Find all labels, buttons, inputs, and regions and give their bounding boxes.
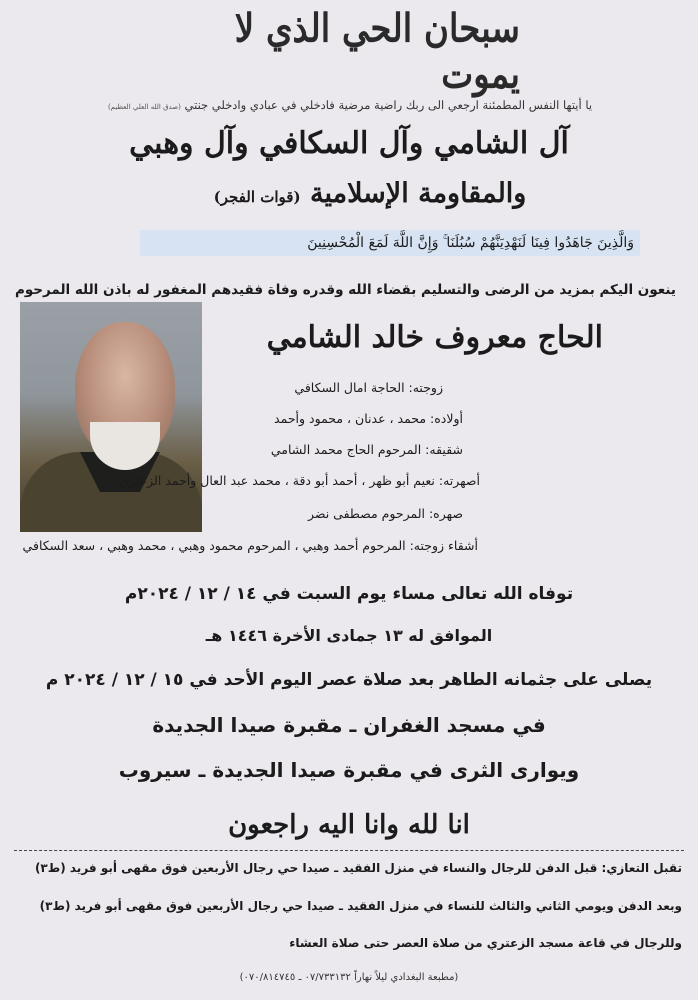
families-line-1: آل الشامي وآل السكافي وآل وهبي (129, 126, 569, 161)
burial-line: ويوارى الثرى في مقبرة صيدا الجديدة ـ سيروب (118, 758, 580, 782)
condolence-line-3: وللرجال في قاعة مسجد الزعتري من صلاة العصر حتى صلاة العشاء (289, 936, 682, 950)
divider (14, 850, 684, 851)
condolence-line-1: تقبل التعازي: قبل الدفن للرجال والنساء في منزل الفقيد ـ صيدا حي رجال الأربعين فوق مقهى أبو فريد (ط٣) (34, 861, 682, 875)
relative-sons-in-law: أصهرته: نعيم أبو ظهر ، أحمد أبو دقة ، محمد عبد العال وأحمد الزعتري (119, 473, 480, 488)
header-verse-text: يا أيتها النفس المطمئنة ارجعي الى ربك راضية مرضية فادخلي في عبادي وادخلي جنتي (184, 98, 593, 112)
relative-son-in-law: صهره: المرحوم مصطفى نضر (307, 506, 463, 521)
death-date-line: توفاه الله تعالى مساء يوم السبت في ١٤ / ١٢ / ٢٠٢٤م (124, 584, 574, 604)
relative-children: أولاده: محمد ، عدنان ، محمود وأحمد (274, 411, 463, 426)
header-verse-ref: (صدق الله العلي العظيم) (107, 103, 181, 111)
families-line-2 (150, 178, 590, 209)
relative-wife-siblings: أشقاء زوجته: المرحوم أحمد وهبي ، المرحوم محمود وهبي ، محمد وهبي ، سعد السكافي (22, 538, 478, 553)
deceased-name: الحاج معروف خالد الشامي (266, 320, 603, 355)
families-line-2-sub: (قوات الفجر) (213, 188, 301, 206)
header-calligraphy: سبحان الحي الذي لا يموت (234, 6, 520, 98)
condolence-line-2: وبعد الدفن ويومي الثاني والثالث للنساء في منزل الفقيد ـ صيدا حي رجال الأربعين فوق مقهى أبو فريد (ط٣) (39, 899, 682, 913)
families-line-2-text: والمقاومة الإسلامية (309, 178, 527, 209)
deceased-photo (20, 302, 202, 532)
closing-line: انا لله وانا اليه راجعون (228, 810, 470, 840)
hijri-date-line: الموافق له ١٣ جمادى الأخرة ١٤٤٦ هـ (205, 626, 493, 645)
printer-credit: (مطبعة البغدادي ليلاً نهاراً ٠٧/٧٣٣١٣٢ ـ ٠٧٠/٨١٤٧٤٥) (239, 972, 459, 983)
relative-brother: شقيقه: المرحوم الحاج محمد الشامي (270, 442, 463, 457)
mourning-line: ينعون اليكم بمزيد من الرضى والتسليم بقضاء الله وقدره وفاة فقيدهم المغفور له باذن الله المرحوم (14, 282, 676, 298)
prayer-line: يصلى على جثمانه الطاهر بعد صلاة عصر اليوم الأحد في ١٥ / ١٢ / ٢٠٢٤ م (45, 670, 653, 690)
mosque-line: في مسجد الغفران ـ مقبرة صيدا الجديدة (152, 713, 546, 737)
header-verse (30, 98, 670, 112)
quran-verse: وَالَّذِينَ جَاهَدُوا فِينَا لَنَهْدِيَنَّهُمْ سُبُلَنَا ۚ وَإِنَّ اللَّهَ لَمَعَ الْمُحْسِنِينَ (140, 230, 640, 256)
relative-wife: زوجته: الحاجة امال السكافي (294, 380, 443, 395)
